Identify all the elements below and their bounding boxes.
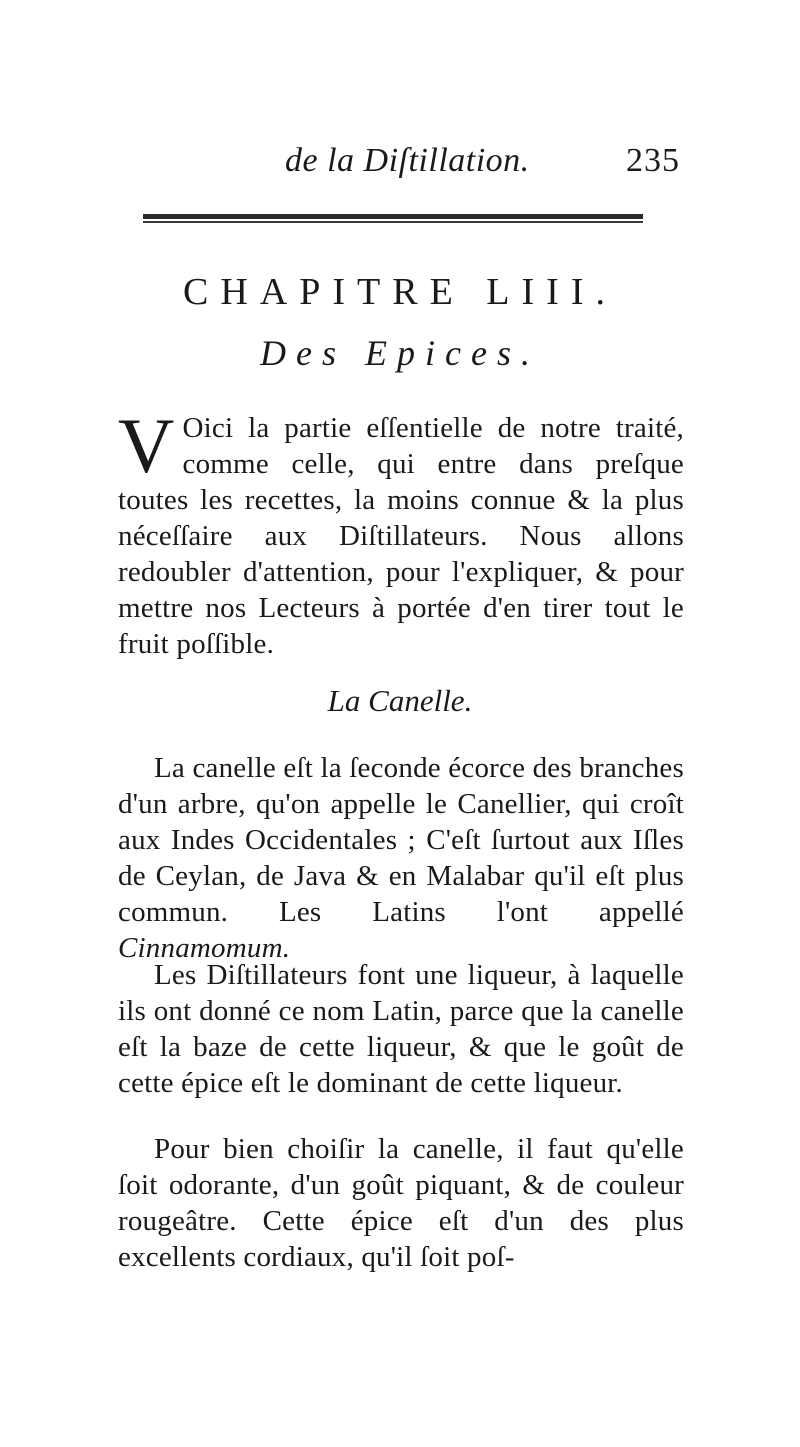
running-head — [120, 142, 680, 192]
latin-name: Cinnamomum. — [118, 932, 291, 964]
running-head-title: de la Diſtillation. — [285, 142, 530, 179]
section-heading: La Canelle. — [327, 683, 473, 718]
header-rule-thin — [143, 221, 643, 223]
page-number: 235 — [626, 142, 680, 179]
chapter-subtitle: Des Epices. — [260, 333, 540, 373]
header-rule-thick — [143, 214, 643, 219]
paragraph-1-text: La canelle eſt la ſeconde écorce des branches d'un arbre, qu'on appelle le Canellier, qui croît aux Indes Occidentales ; C'eſt ſurtout aux Iſles de Ceylan, de Java & en Malabar qu'il eſt plus commun. Les Latins l'ont appellé — [118, 752, 684, 928]
paragraph-2: Les Diſtillateurs font une liqueur, à laquelle ils ont donné ce nom Latin, parce que la canelle eſt la baze de cette liqueur, & que le goût de cette épice eſt le dominant de cette liqueur. — [118, 959, 684, 1099]
intro-paragraph — [118, 402, 684, 662]
paragraph-3: Pour bien choiſir la canelle, il faut qu'elle ſoit odorante, d'un goût piquant, & de couleur rougeâtre. Cette épice eſt d'un des plus excellents cordiaux, qu'il ſoit poſ- — [118, 1133, 684, 1273]
header-rule — [143, 214, 643, 224]
chapter-title: CHAPITRE LIII. — [183, 271, 617, 313]
intro-text: Oici la partie eſſentielle de notre traité, comme celle, qui entre dans preſque toutes les recettes, la moins connue & la plus néceſſaire aux Diſtillateurs. Nous allons redoubler d'attention, pour l'expliquer, & pour mettre nos Lecteurs à portée d'en tirer tout le fruit poſſible. — [118, 412, 684, 660]
drop-cap: V — [118, 402, 175, 489]
paragraph-1 — [118, 750, 684, 966]
